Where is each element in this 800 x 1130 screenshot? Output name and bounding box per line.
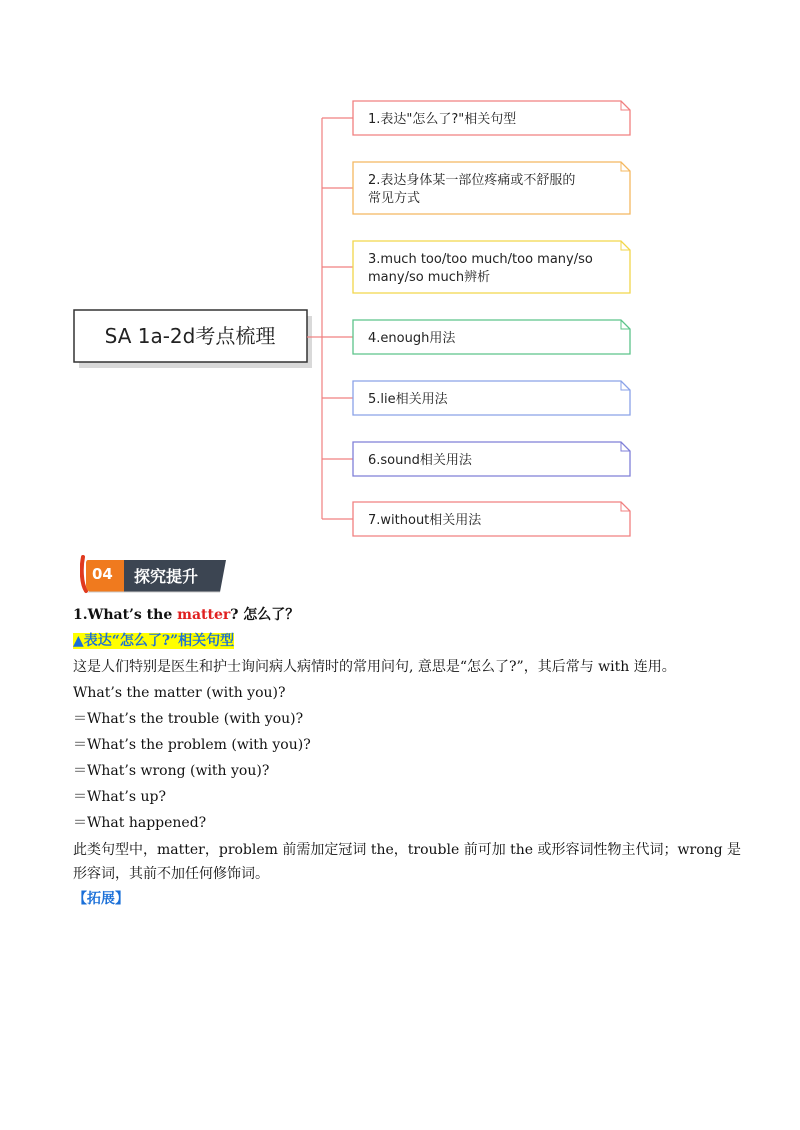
mindmap-branch-7 — [353, 502, 630, 536]
branch-4-label: 4.enough用法 — [368, 331, 456, 346]
question-keyword: matter — [177, 607, 231, 623]
branch-1-label: 1.表达"怎么了?"相关句型 — [368, 112, 517, 127]
mind-map — [0, 0, 800, 560]
mindmap-branch-3 — [353, 241, 630, 293]
highlight-heading: ▲表达“怎么了?”相关句型 — [73, 633, 235, 649]
branch-5-label: 5.lie相关用法 — [368, 392, 448, 407]
example-line-1: What’s the matter (with you)? — [73, 685, 286, 701]
branch-2-label-line-1: 2.表达身体某一部位疼痛或不舒服的 — [368, 173, 576, 188]
intro-paragraph: 这是人们特别是医生和护士询问病人病情时的常用问句, 意思是“怎么了?”，其后常与 with 连用。 — [73, 659, 676, 675]
branch-3-label-line-2: many/so much辨析 — [368, 270, 491, 285]
example-line-3: ＝What’s the problem (with you)? — [73, 737, 311, 753]
example-line-5: ＝What’s up? — [73, 789, 166, 805]
mindmap-branch-2 — [353, 162, 630, 214]
section-badge — [80, 553, 230, 595]
branch-6-label: 6.sound相关用法 — [368, 453, 472, 468]
question-heading — [73, 602, 743, 628]
mindmap-branch-5 — [353, 381, 630, 415]
mindmap-branch-4 — [353, 320, 630, 354]
mindmap-branch-1 — [353, 101, 630, 135]
example-line-6: ＝What happened? — [73, 815, 207, 831]
branch-3-label-line-1: 3.much too/too much/too many/so — [368, 252, 593, 267]
branch-7-label: 7.without相关用法 — [368, 513, 482, 528]
mindmap-root-label: SA 1a-2d考点梳理 — [104, 324, 276, 348]
question-prefix: 1.What’s the — [73, 607, 178, 623]
branch-2-label-line-2: 常见方式 — [368, 191, 421, 206]
question-suffix: ? 怎么了？ — [230, 607, 300, 623]
example-line-2: ＝What’s the trouble (with you)? — [73, 711, 304, 727]
mindmap-branch-6 — [353, 442, 630, 476]
example-line-4: ＝What’s wrong (with you)? — [73, 763, 270, 779]
section-title: 探究提升 — [134, 567, 199, 586]
note-paragraph: 此类句型中，matter，problem 前需加定冠词 the，trouble 前可加 the 或形容词性物主代词；wrong 是形容词，其前不加任何修饰词。 — [73, 842, 742, 882]
expand-heading: 【拓展】 — [73, 891, 129, 907]
mindmap-connectors — [307, 118, 353, 519]
mindmap-root — [74, 310, 312, 368]
content-body — [73, 602, 743, 912]
section-number: 04 — [92, 565, 113, 583]
